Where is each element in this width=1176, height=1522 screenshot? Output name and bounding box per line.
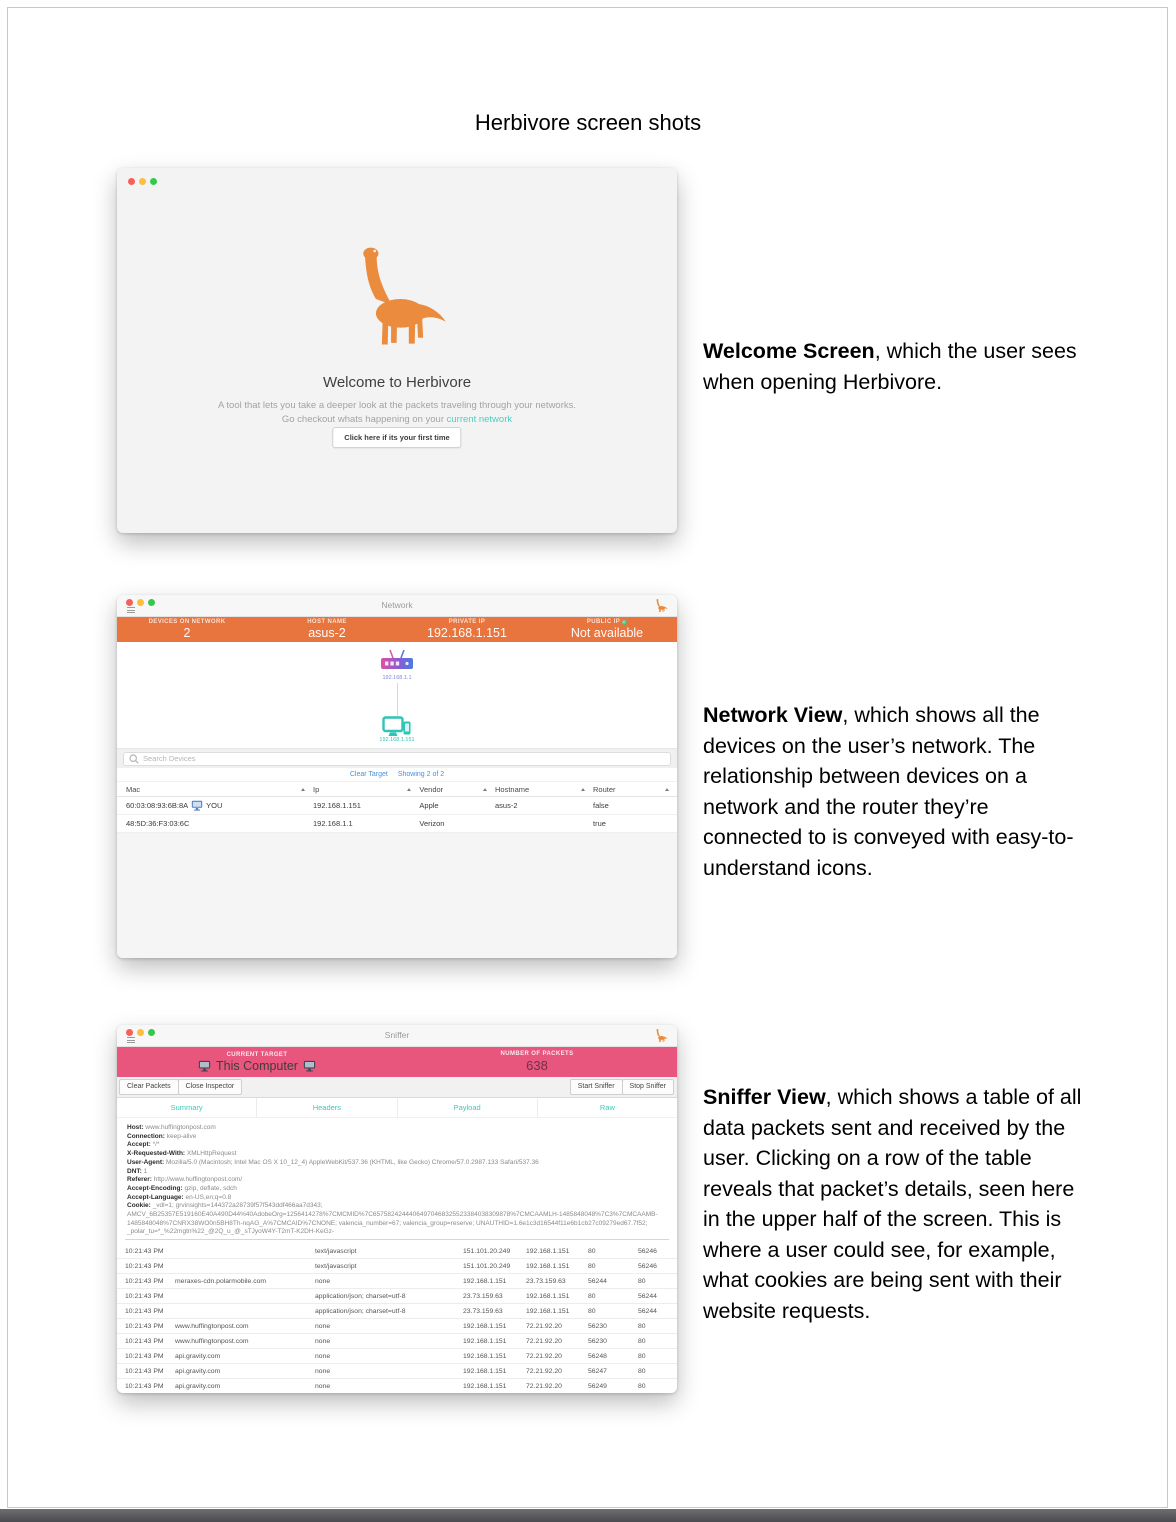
packet-src-ip: 151.101.20.249: [463, 1247, 511, 1255]
packet-time: 10:21:43 PM: [125, 1307, 164, 1315]
sort-arrow-icon: [483, 788, 487, 791]
packet-src-ip: 192.168.1.151: [463, 1277, 507, 1285]
packet-row[interactable]: [117, 1274, 677, 1289]
herbivore-logo-icon: [653, 598, 669, 614]
sniffer-titlebar: [117, 1025, 677, 1047]
packet-src-port: 56247: [588, 1367, 607, 1375]
device-table-header: [117, 782, 677, 797]
toolbar-right-buttons: [571, 1079, 674, 1095]
packet-time: 10:21:43 PM: [125, 1367, 164, 1375]
first-time-button[interactable]: Click here if its your first time: [332, 427, 461, 448]
welcome-window: [117, 168, 677, 533]
packet-row[interactable]: [117, 1334, 677, 1349]
minimize-button-icon[interactable]: [139, 178, 146, 185]
close-inspector-button[interactable]: Close Inspector: [178, 1079, 243, 1095]
stat-label: DEVICES ON NETWORK: [148, 619, 226, 625]
close-button-icon[interactable]: [128, 178, 135, 185]
start-sniffer-button[interactable]: Start Sniffer: [570, 1079, 623, 1095]
packet-src-port: 56248: [588, 1352, 607, 1360]
packet-detail-panel: [117, 1118, 677, 1236]
device-ip: 192.168.1.1: [313, 819, 353, 828]
window-title: Sniffer: [384, 1030, 410, 1040]
packet-row[interactable]: [117, 1244, 677, 1259]
header-line: User-Agent: Mozilla/5.0 (Macintosh; Intel Mac OS X 10_12_4) AppleWebKit/537.36 (KHTML, like Gecko) Chrome/57.0.2987.133 Safari/537.36: [127, 1158, 539, 1166]
packet-src-port: 56230: [588, 1337, 607, 1345]
header-line: Accept-Language: en-US,en;q=0.8: [127, 1193, 232, 1201]
packet-content-type: none: [315, 1352, 331, 1360]
column-header-vendor[interactable]: Vendor: [419, 785, 495, 794]
device-router: false: [592, 801, 609, 810]
packet-content-type: application/json; charset=utf-8: [315, 1307, 406, 1315]
stat-label: PRIVATE IP: [448, 619, 486, 625]
network-caption-bold: Network View: [703, 703, 843, 727]
packet-src-ip: 192.168.1.151: [463, 1322, 507, 1330]
packet-dst-ip: 72.21.92.20: [526, 1352, 562, 1360]
packet-src-ip: 23.73.159.63: [463, 1307, 503, 1315]
header-line: X-Requested-With: XMLHttpRequest: [127, 1150, 237, 1158]
packet-content-type: none: [315, 1367, 331, 1375]
packet-time: 10:21:43 PM: [125, 1292, 164, 1300]
packet-content-type: none: [315, 1337, 331, 1345]
sniffer-target-bar: [117, 1047, 677, 1077]
welcome-description-line2: Go checkout whats happening on your: [281, 413, 447, 425]
clear-target-link[interactable]: Clear Target: [349, 771, 388, 778]
network-window: [117, 595, 677, 958]
inspector-tabs: [117, 1098, 677, 1118]
welcome-caption: [703, 336, 1089, 397]
packet-host: www.huffingtonpost.com: [175, 1337, 249, 1345]
packet-src-port: 80: [588, 1247, 596, 1255]
network-link-line: [397, 683, 398, 716]
column-header-ip[interactable]: Ip: [313, 785, 419, 794]
device-mac: 60:03:08:93:6B:8A YOU: [126, 801, 223, 810]
packet-dst-port: 80: [638, 1337, 646, 1345]
packet-src-ip: 192.168.1.151: [463, 1382, 507, 1390]
packet-time: 10:21:43 PM: [125, 1322, 164, 1330]
packet-time: 10:21:43 PM: [125, 1382, 164, 1390]
packet-dst-ip: 192.168.1.151: [526, 1307, 570, 1315]
window-controls: [128, 178, 157, 185]
packet-dst-ip: 72.21.92.20: [526, 1322, 562, 1330]
packet-time: 10:21:43 PM: [125, 1247, 164, 1255]
packet-row[interactable]: [117, 1319, 677, 1334]
packet-src-port: 56249: [588, 1382, 607, 1390]
packet-dst-ip: 23.73.159.63: [526, 1277, 566, 1285]
packet-content-type: application/json; charset=utf-8: [315, 1292, 406, 1300]
packet-content-type: none: [315, 1277, 331, 1285]
packet-count-value: 638: [526, 1058, 548, 1073]
packet-src-port: 56244: [588, 1277, 607, 1285]
packet-row[interactable]: [117, 1379, 677, 1393]
network-caption-text: , which shows all the devices on the user’s network. The relationship between devices on a network and the router they’re connected to is conveyed with easy-to-understand icons.: [703, 703, 1074, 880]
packet-src-ip: 192.168.1.151: [463, 1352, 507, 1360]
welcome-description: [117, 399, 677, 426]
packet-time: 10:21:43 PM: [125, 1352, 164, 1360]
packet-src-ip: 151.101.20.249: [463, 1262, 511, 1270]
packet-content-type: none: [315, 1382, 331, 1390]
page-title: Herbivore screen shots: [474, 110, 702, 135]
packet-src-port: 80: [588, 1262, 596, 1270]
herbivore-dinosaur-logo-icon: [338, 240, 456, 358]
packet-host: www.huffingtonpost.com: [175, 1322, 249, 1330]
window-title: Network: [381, 600, 413, 610]
packet-dst-ip: 72.21.92.20: [526, 1337, 562, 1345]
packet-dst-ip: 72.21.92.20: [526, 1367, 562, 1375]
stat-public-ip: [537, 617, 677, 642]
header-line: Referer: http://www.huffingtonpost.com/: [127, 1176, 243, 1184]
packet-content-type: text/javascript: [315, 1247, 357, 1255]
packet-host: api.gravity.com: [175, 1382, 221, 1390]
welcome-caption-text: , which the user sees when opening Herbivore.: [703, 339, 1077, 394]
packet-host: api.gravity.com: [175, 1352, 221, 1360]
packet-dst-port: 80: [638, 1277, 646, 1285]
packet-dst-ip: 192.168.1.151: [526, 1247, 570, 1255]
packet-src-ip: 23.73.159.63: [463, 1292, 503, 1300]
table-actions-row: [117, 768, 677, 782]
sniffer-caption-text: , which shows a table of all data packets sent and received by the user. Clicking on a row of the table reveals that packet’s details, seen here in the upper half of the screen. This is where a user could see, for example, what cookies are being sent with their website requests.: [703, 1085, 1082, 1323]
packet-host: meraxes-cdn.polarmobile.com: [175, 1277, 267, 1285]
packet-row[interactable]: [117, 1304, 677, 1319]
zoom-button-icon[interactable]: [150, 178, 157, 185]
device-row[interactable]: [117, 797, 677, 815]
tab-payload[interactable]: Payload: [398, 1098, 538, 1117]
welcome-caption-bold: Welcome Screen: [703, 339, 875, 363]
packet-src-port: 80: [588, 1307, 596, 1315]
device-row[interactable]: [117, 815, 677, 833]
tab-headers[interactable]: Headers: [257, 1098, 397, 1117]
packet-dst-port: 56244: [638, 1292, 657, 1300]
herbivore-logo-icon: [653, 1028, 669, 1044]
horizontal-scrollbar[interactable]: [117, 1236, 677, 1244]
packet-count-label: NUMBER OF PACKETS: [500, 1051, 574, 1057]
stat-value: 192.168.1.151: [427, 626, 507, 640]
stop-sniffer-button[interactable]: Stop Sniffer: [622, 1079, 674, 1095]
device-router: true: [592, 819, 606, 828]
packet-content-type: text/javascript: [315, 1262, 357, 1270]
current-target: [117, 1047, 397, 1077]
you-badge: YOU: [206, 801, 223, 810]
stat-host-name: [257, 617, 397, 642]
current-target-label: CURRENT TARGET: [226, 1051, 288, 1058]
packet-src-port: 80: [588, 1292, 596, 1300]
header-line: Accept: */*: [127, 1141, 160, 1149]
packet-row[interactable]: [117, 1259, 677, 1274]
packet-host: api.gravity.com: [175, 1367, 221, 1375]
page-bottom-edge: [0, 1509, 1176, 1522]
header-line: Cookie: _vdl=1; grvinsights=144372a28739f57f543ddf466aa7d343; AMCV_6B25357E519160E40A490D44%40AdobeOrg=1256414278%7CMCMID%7C65758242444064970468325523384038309878%7CMCAAMLH-1485848048%7C3%7CMCAAMB-1485848048%7CNRX38WO0n5BH8Th-nqAG_A%7CMCAID%7CNONE; valencia_number=67; valencia_group=reserve; UNAUTHID=1.6e1c3d16544f11e6b1cb27c09279ed67.7f52; _polar_tu=*_%22mgtn%22_@2Q_u_@_sTJyoW4Y-T2mT-K2DH-KeGz-: [127, 1202, 658, 1236]
welcome-heading: Welcome to Herbivore: [322, 374, 472, 391]
column-header-hostname[interactable]: Hostname: [495, 785, 593, 794]
empty-area: [117, 833, 677, 958]
packet-src-ip: 192.168.1.151: [463, 1367, 507, 1375]
packet-dst-port: 80: [638, 1322, 646, 1330]
packet-src-port: 56230: [588, 1322, 607, 1330]
device-ip: 192.168.1.151: [313, 801, 361, 810]
clear-packets-button[interactable]: Clear Packets: [119, 1079, 179, 1095]
network-diagram: [117, 642, 677, 748]
sniffer-caption: [703, 1082, 1089, 1326]
stat-label: PUBLIC IP: [587, 619, 627, 625]
packet-dst-port: 80: [638, 1352, 646, 1360]
stat-value: 2: [183, 626, 191, 640]
network-caption: [703, 700, 1089, 883]
computer-emoji-icon: [198, 1060, 211, 1072]
packet-time: 10:21:43 PM: [125, 1337, 164, 1345]
device-vendor: Apple: [419, 801, 439, 810]
packet-dst-port: 80: [638, 1382, 646, 1390]
header-line: Connection: keep-alive: [127, 1132, 197, 1140]
device-vendor: Verizon: [419, 819, 445, 828]
current-network-link[interactable]: current network: [446, 413, 513, 425]
header-line: DNT: 1: [127, 1167, 148, 1175]
packet-dst-port: 80: [638, 1367, 646, 1375]
computer-ip-label: 192.168.1.151: [379, 737, 415, 743]
globe-icon: [622, 620, 627, 625]
packet-row[interactable]: [117, 1289, 677, 1304]
search-row: [117, 748, 677, 768]
stat-label: HOST NAME: [307, 619, 347, 625]
search-icon: [129, 754, 139, 764]
packet-dst-ip: 72.21.92.20: [526, 1382, 562, 1390]
packet-dst-port: 56246: [638, 1247, 657, 1255]
toolbar-left-buttons: [120, 1079, 242, 1095]
stat-value: asus-2: [308, 626, 346, 640]
showing-count-label: Showing 2 of 2: [397, 771, 445, 778]
stat-devices-on-network: [117, 617, 257, 642]
stat-value: Not available: [570, 626, 644, 640]
stat-private-ip: [397, 617, 537, 642]
tab-raw[interactable]: Raw: [599, 1103, 615, 1112]
you-computer-icon: [191, 800, 203, 811]
device-hostname: asus-2: [494, 801, 518, 810]
sniffer-caption-bold: Sniffer View: [703, 1085, 826, 1109]
search-box: [123, 752, 671, 766]
router-icon[interactable]: [377, 647, 417, 673]
packet-dst-ip: 192.168.1.151: [526, 1262, 570, 1270]
network-titlebar: [117, 595, 677, 617]
sort-arrow-icon: [407, 788, 411, 791]
current-target-value: This Computer: [198, 1059, 316, 1073]
computer-emoji-icon: [303, 1060, 316, 1072]
search-devices-input[interactable]: [143, 754, 670, 763]
packet-row[interactable]: [117, 1349, 677, 1364]
device-mac: 48:5D:36:F3:03:6C: [126, 819, 190, 828]
tab-summary[interactable]: Summary: [117, 1098, 257, 1117]
sort-arrow-icon: [301, 788, 305, 791]
packet-row[interactable]: [117, 1364, 677, 1379]
sort-arrow-icon: [665, 788, 669, 791]
sort-arrow-icon: [581, 788, 585, 791]
packet-src-ip: 192.168.1.151: [463, 1337, 507, 1345]
column-header-router[interactable]: Router: [593, 785, 677, 794]
packet-content-type: none: [315, 1322, 331, 1330]
header-line: Host: www.huffingtonpost.com: [127, 1124, 216, 1131]
sniffer-window: [117, 1025, 677, 1393]
welcome-description-line1: A tool that lets you take a deeper look at the packets traveling through your networks.: [217, 400, 577, 411]
packet-time: 10:21:43 PM: [125, 1262, 164, 1270]
packet-dst-ip: 192.168.1.151: [526, 1292, 570, 1300]
column-header-mac[interactable]: Mac: [117, 785, 313, 794]
packet-time: 10:21:43 PM: [125, 1277, 164, 1285]
network-stats-bar: [117, 617, 677, 642]
packet-count: [397, 1047, 677, 1077]
sniffer-toolbar: [117, 1077, 677, 1098]
router-ip-label: 192.168.1.1: [382, 675, 412, 681]
packet-dst-port: 56246: [638, 1262, 657, 1270]
computer-icon[interactable]: [382, 716, 412, 738]
packet-dst-port: 56244: [638, 1307, 657, 1315]
header-line: Accept-Encoding: gzip, deflate, sdch: [127, 1184, 237, 1192]
